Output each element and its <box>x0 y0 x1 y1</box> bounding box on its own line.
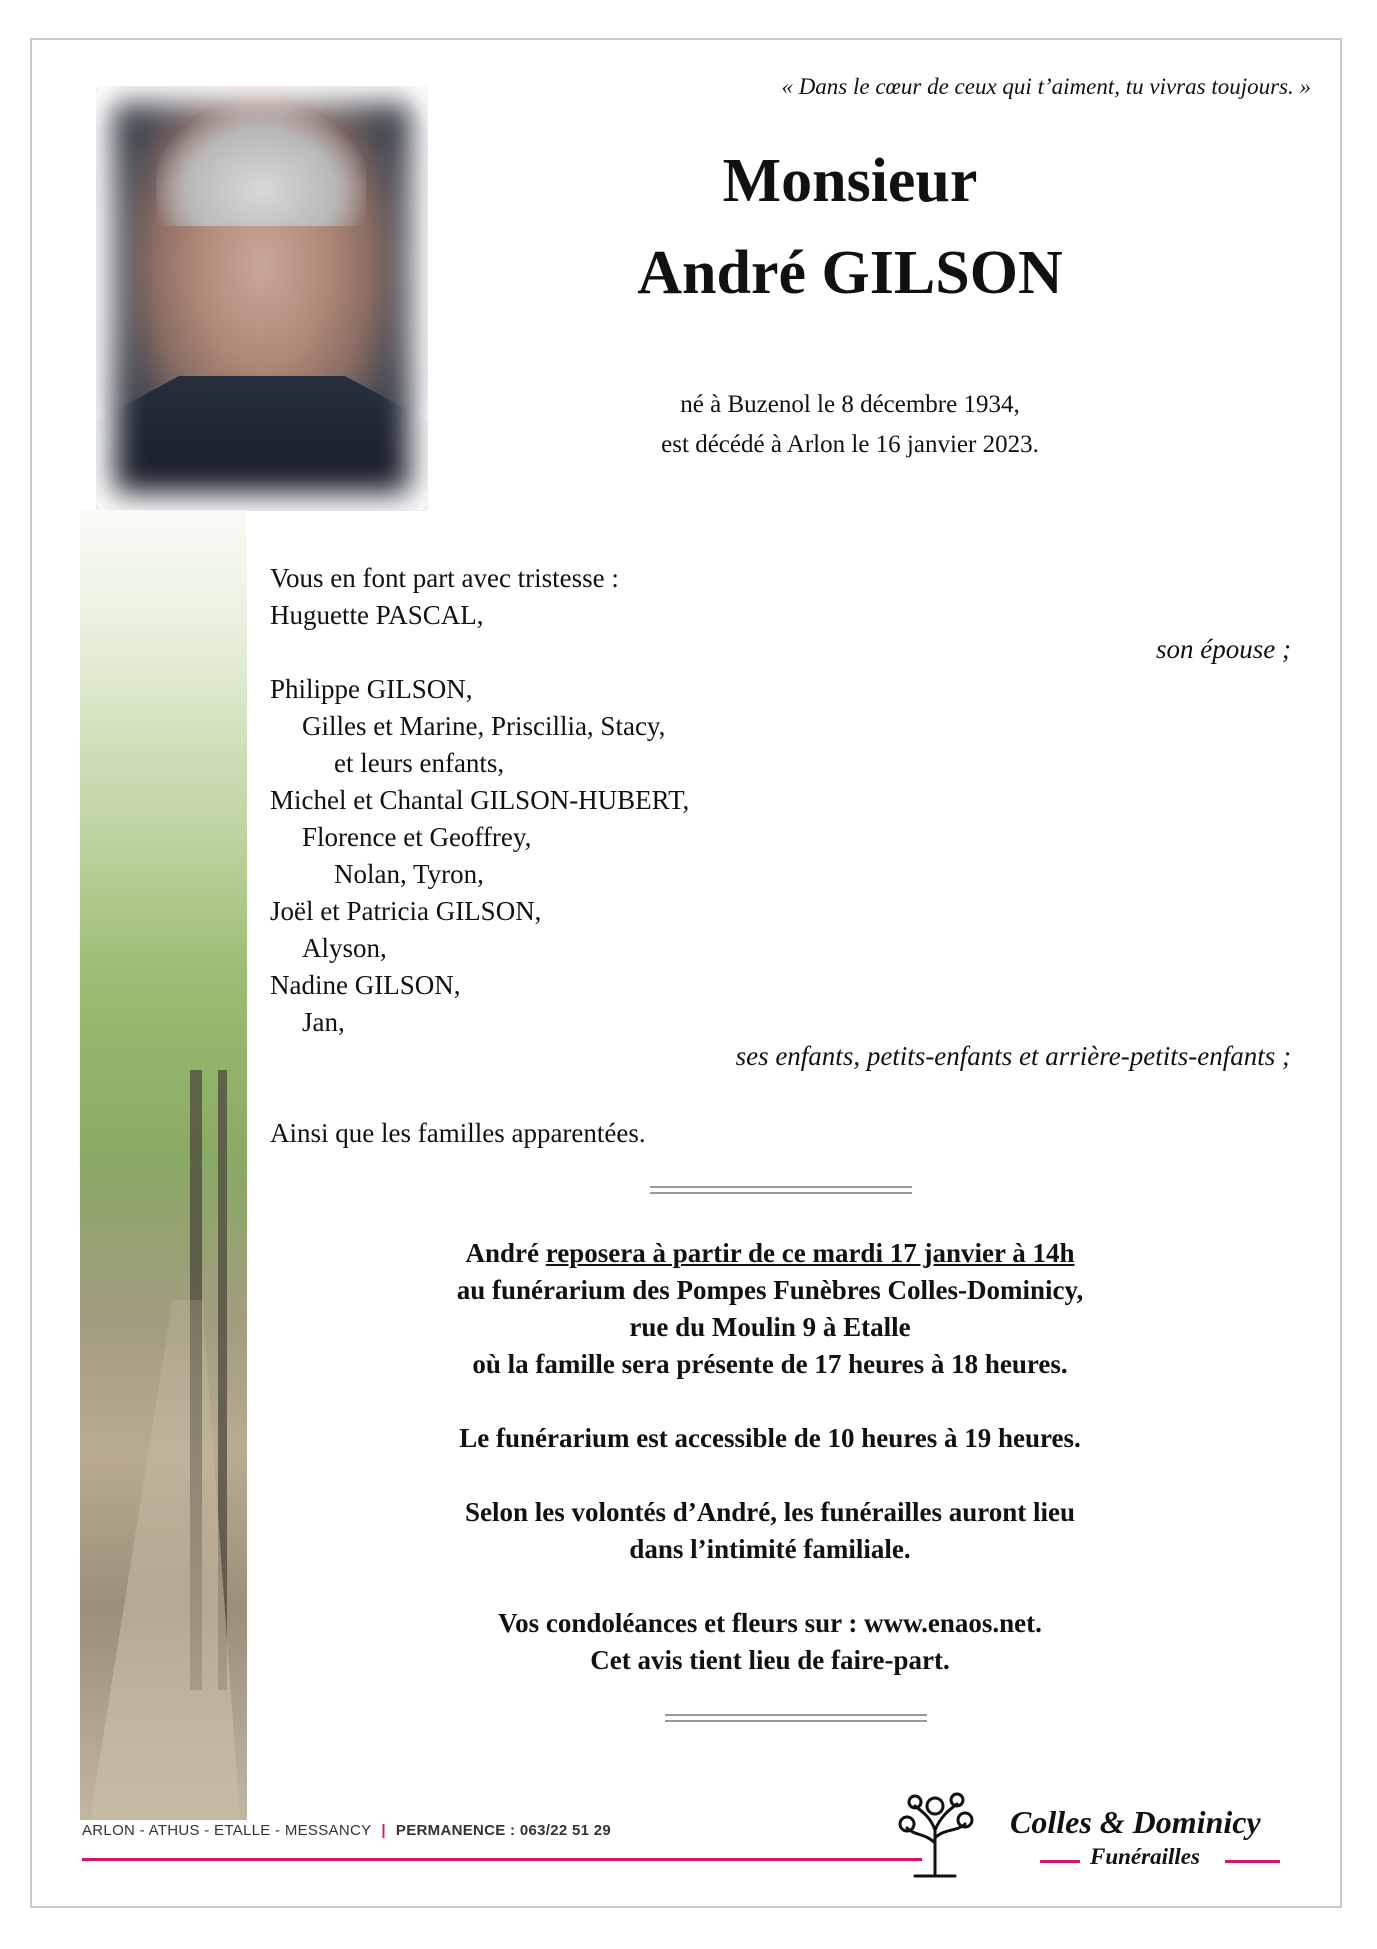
family-member: Philippe GILSON, <box>270 674 473 704</box>
portrait-photo <box>96 86 428 511</box>
portrait-fade <box>96 86 428 511</box>
family-member: Jan, <box>302 1007 345 1037</box>
forest-path-image <box>80 510 247 1820</box>
notice-line: Cet avis tient lieu de faire-part. <box>590 1645 950 1675</box>
birth-info: né à Buzenol le 8 décembre 1934, <box>680 391 1020 418</box>
footer-info <box>82 1822 611 1839</box>
opening-hours-line: Le funérarium est accessible de 10 heures à 19 heures. <box>459 1423 1081 1453</box>
divider-bottom <box>665 1714 927 1722</box>
title-name: André GILSON <box>637 239 1063 307</box>
family-member: Joël et Patricia GILSON, <box>270 896 542 926</box>
death-info: est décédé à Arlon le 16 janvier 2023. <box>661 431 1039 458</box>
viewing-line <box>270 1238 1270 1269</box>
family-member: Alyson, <box>302 933 387 963</box>
tree-logo-icon <box>885 1788 985 1878</box>
family-closing: Ainsi que les familles apparentées. <box>270 1118 646 1148</box>
family-member: Nolan, Tyron, <box>334 859 484 889</box>
family-presence-line: où la famille sera présente de 17 heures à 18 heures. <box>472 1349 1068 1379</box>
privacy-line: dans l’intimité familiale. <box>629 1534 911 1564</box>
logo-name: Colles & Dominicy <box>1010 1804 1261 1840</box>
children-role: ses enfants, petits-enfants et arrière-petits-enfants ; <box>735 1041 1291 1071</box>
quote: « Dans le cœur de ceux qui t’aiment, tu vivras toujours. » <box>781 74 1311 99</box>
family-member: et leurs enfants, <box>334 748 505 778</box>
condolences-line: Vos condoléances et fleurs sur : www.enaos.net. <box>498 1608 1042 1638</box>
family-member: Gilles et Marine, Priscillia, Stacy, <box>302 711 666 741</box>
address-line: rue du Moulin 9 à Etalle <box>629 1312 911 1342</box>
footer-locations: ARLON - ATHUS - ETALLE - MESSANCY <box>82 1822 372 1839</box>
family-member: Nadine GILSON, <box>270 970 461 1000</box>
footer-accent-line <box>82 1858 922 1861</box>
wishes-line: Selon les volontés d’André, les funérailles auront lieu <box>464 1497 1076 1527</box>
viewing-name: André <box>465 1238 546 1268</box>
logo-accent-right <box>1225 1860 1280 1863</box>
footer-permanence: PERMANENCE : 063/22 51 29 <box>395 1822 611 1839</box>
viewing-time: reposera à partir de ce mardi 17 janvier à 14h <box>545 1238 1075 1268</box>
logo-accent-left <box>1040 1860 1080 1863</box>
family-member: Michel et Chantal GILSON-HUBERT, <box>270 785 690 815</box>
spouse-role: son épouse ; <box>1156 634 1291 664</box>
funeral-home-line: au funérarium des Pompes Funèbres Colles-Dominicy, <box>456 1275 1084 1305</box>
footer-separator: | <box>381 1822 386 1839</box>
spouse-name: Huguette PASCAL, <box>270 600 484 630</box>
divider-top <box>650 1186 912 1194</box>
family-intro: Vous en font part avec tristesse : <box>270 563 619 593</box>
family-member: Florence et Geoffrey, <box>302 822 532 852</box>
title-honorific: Monsieur <box>722 147 978 215</box>
logo-subtitle: Funérailles <box>1090 1844 1200 1869</box>
